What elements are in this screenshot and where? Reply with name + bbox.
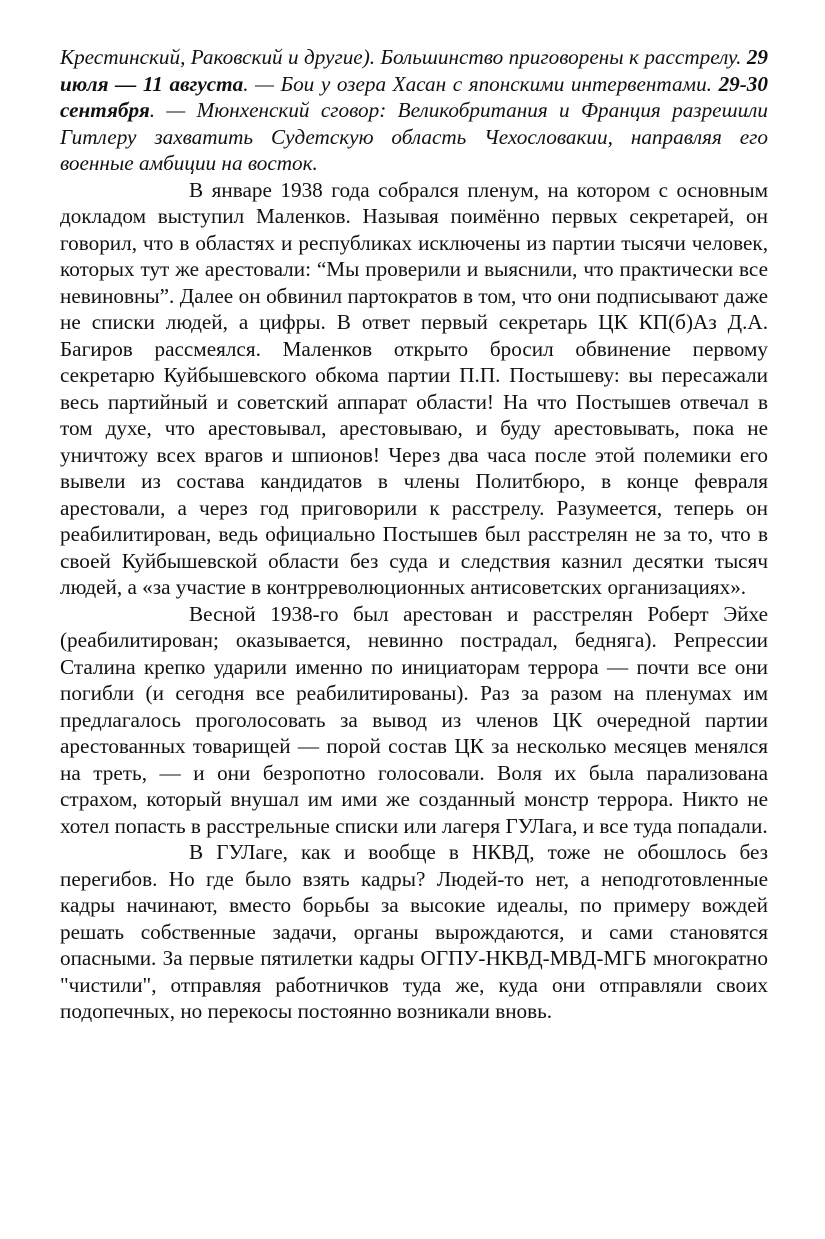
paragraph-eikhe: Весной 1938-го был арестован и расстрелян Роберт Эйхе (реабилитирован; оказывается, невинно пострадал, бедняга). Репрессии Сталина крепко ударили именно по инициаторам террора — почти все они погибли (и сегодня все реабилитированы). Раз за разом на пленумах им предлагалось проголосовать за вывод из членов ЦК очередной партии арестованных товарищей — порой состав ЦК за несколько месяцев менялся на треть, — и они безропотно голосовали. Воля их была парализована страхом, который внушал им ими же созданный монстр террора. Никто не хотел попасть в расстрельные списки или лагеря ГУЛага, и все туда попадали. bbox=[60, 601, 768, 838]
chronology-date-2: 29-30 сентября bbox=[60, 71, 768, 122]
chronology-date-1: 29 июля — 11 августа bbox=[60, 45, 768, 96]
chronology-paragraph bbox=[60, 44, 768, 177]
paragraph-gulag: В ГУЛаге, как и вообще в НКВД, тоже не обошлось без перегибов. Но где было взять кадры? Людей-то нет, а неподготовленные кадры начинают, вместо борьбы за высокие идеалы, по примеру вождей решать собственные задачи, органы вырождаются, и сами становятся опасными. За первые пятилетки кадры ОГПУ-НКВД-МВД-МГБ многократно "чистили", отправляя работничков туда же, куда они отправляли своих подопечных, но перекосы постоянно возникали вновь. bbox=[60, 840, 768, 1023]
chronology-text-3: . — Мюнхенский сговор: Великобритания и Франция разрешили Гитлеру захватить Судетскую область Чехословакии, направляя его военные амбиции на восток. bbox=[60, 98, 768, 175]
paragraph-plenum-1938: В январе 1938 года собрался пленум, на котором с основным докладом выступил Маленков. Называя поимённо первых секретарей, он говорил, что в областях и республиках исключены из партии тысячи человек, которых тут же арестовали: “Мы проверили и выяснили, что практически все невиновны”. Далее он обвинил партократов в том, что они подписывают даже не списки людей, а цифры. В ответ первый секретарь ЦК КП(б)Аз Д.А. Багиров рассмеялся. Маленков открыто бросил обвинение первому секретарю Куйбышевского обкома партии П.П. Постышеву: вы пересажали весь партийный и советский аппарат области! На что Постышев отвечал в том духе, что арестовывал, арестовываю, и буду арестовывать, пока не уничтожу всех врагов и шпионов! Через два часа после этой полемики его вывели из состава кандидатов в члены Политбюро, в конце февраля арестовали, а через год приговорили к расстрелу. Разумеется, теперь он реабилитирован, ведь официально Постышев был расстрелян не за то, что в своей Куйбышевской области без суда и следствия казнил десятки тысяч людей, а «за участие в контрреволюционных антисоветских организациях». bbox=[60, 177, 768, 599]
document-page bbox=[60, 44, 768, 1025]
chronology-text-1: Крестинский, Раковский и другие). Большинство приговорены к расстрелу. bbox=[60, 45, 747, 69]
chronology-text-2: . — Бои у озера Хасан с японскими интервентами. bbox=[243, 71, 719, 96]
